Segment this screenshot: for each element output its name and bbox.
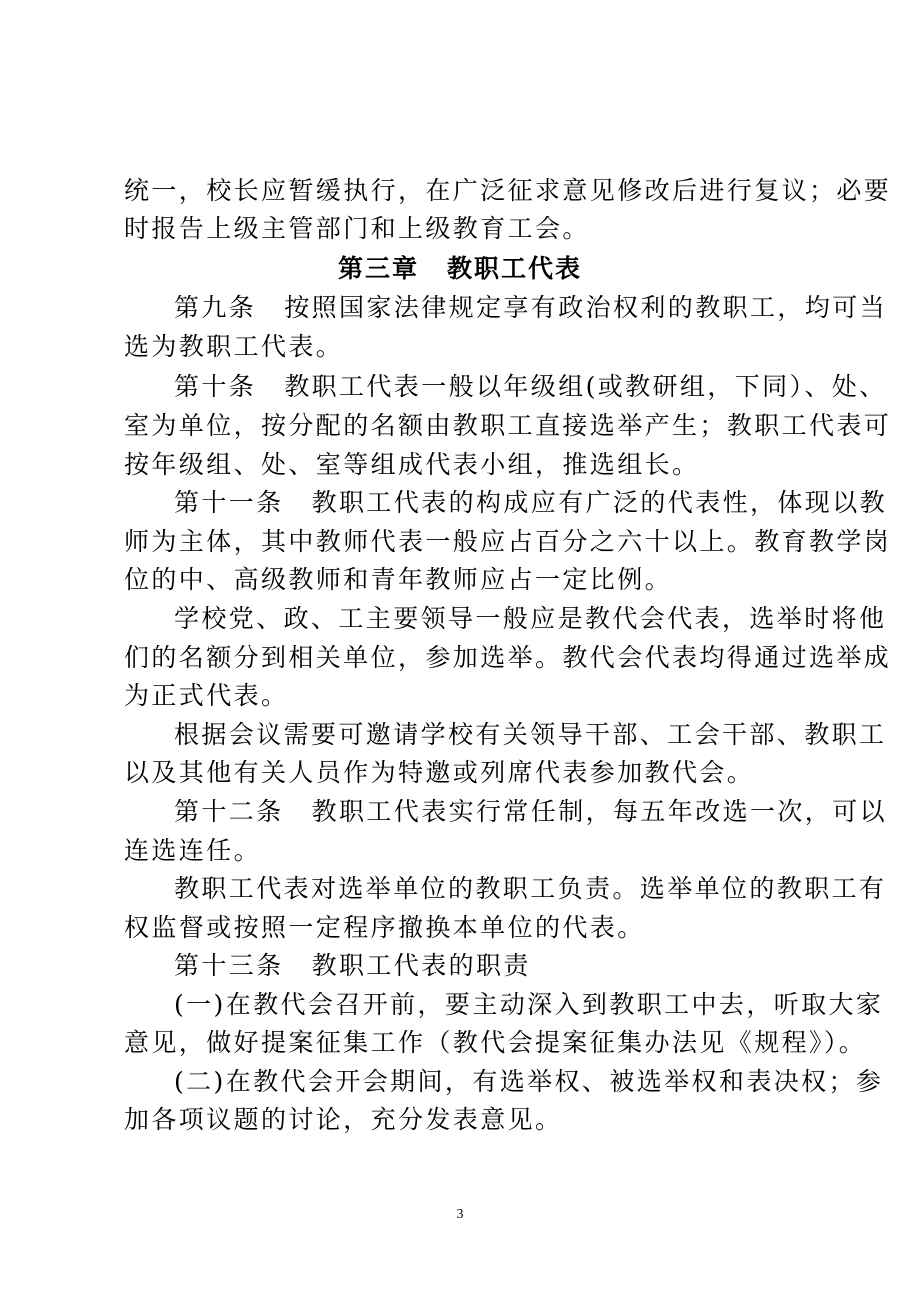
chapter-heading	[0, 252, 920, 286]
article-9-line-2: 选为教职工代表。	[124, 332, 344, 361]
article-10-text: 教职工代表一般以年级组(或教研组，下同）、处、	[284, 372, 887, 401]
leaders-line-3: 为正式代表。	[124, 681, 289, 710]
article-10-line-1	[174, 370, 887, 404]
leaders-line-1: 学校党、政、工主要领导一般应是教代会代表，选举时将他	[174, 604, 887, 633]
page-number: 3	[456, 1207, 464, 1222]
duty-2-text: 在教代会开会期间，有选举权、被选举权和表决权；参	[225, 1067, 884, 1096]
article-9-label: 第九条	[174, 293, 257, 322]
duty-1-line-1	[174, 988, 883, 1022]
invited-line-2: 以及其他有关人员作为特邀或列席代表参加教代会。	[124, 758, 755, 787]
article-11-line-3: 位的中、高级教师和青年教师应占一定比例。	[124, 565, 673, 594]
leaders-line-2: 们的名额分到相关单位，参加选举。教代会代表均得通过选举成	[124, 643, 892, 672]
continuation-line-2: 时报告上级主管部门和上级教育工会。	[124, 214, 590, 243]
article-13-line-1	[174, 949, 531, 983]
invited-line-1: 根据会议需要可邀请学校有关领导干部、工会干部、教职工	[174, 720, 887, 749]
chapter-number: 第三章	[337, 254, 419, 283]
article-9-line-1	[174, 291, 887, 325]
duty-2-line-1	[174, 1065, 883, 1099]
article-12-label: 第十二条	[174, 797, 284, 826]
article-11-text: 教职工代表的构成应有广泛的代表性，体现以教	[311, 488, 888, 517]
article-10-line-2: 室为单位，按分配的名额由教职工直接选举产生；教职工代表可	[124, 411, 892, 440]
duty-2-line-2: 加各项议题的讨论，充分发表意见。	[124, 1105, 563, 1134]
duty-2-marker: (二)	[174, 1067, 226, 1096]
duty-1-text: 在教代会召开前，要主动深入到教职工中去，听取大家	[225, 990, 884, 1019]
article-10-label: 第十条	[174, 372, 257, 401]
duty-1-line-2: 意见，做好提案征集工作（教代会提案征集办法见《规程》）。	[124, 1028, 867, 1057]
continuation-line-1: 统一，校长应暂缓执行，在广泛征求意见修改后进行复议；必要	[124, 176, 892, 205]
article-11-label: 第十一条	[174, 488, 284, 517]
article-10-line-3: 按年级组、处、室等组成代表小组，推选组长。	[124, 450, 700, 479]
article-11-line-2: 师为主体，其中教师代表一般应占百分之六十以上。教育教学岗	[124, 527, 892, 556]
article-13-text: 教职工代表的职责	[311, 951, 531, 980]
duty-1-marker: (一)	[174, 990, 226, 1019]
article-11-line-1	[174, 486, 887, 520]
article-12-line-1	[174, 795, 887, 829]
article-12-text: 教职工代表实行常任制，每五年改选一次，可以	[311, 797, 888, 826]
article-13-label: 第十三条	[174, 951, 284, 980]
responsible-line-2: 权监督或按照一定程序撤换本单位的代表。	[124, 913, 645, 942]
responsible-line-1: 教职工代表对选举单位的教职工负责。选举单位的教职工有	[174, 874, 887, 903]
article-12-line-2: 连选连任。	[124, 836, 262, 865]
chapter-title: 教职工代表	[447, 254, 583, 283]
article-9-text: 按照国家法律规定享有政治权利的教职工，均可当	[284, 293, 888, 322]
